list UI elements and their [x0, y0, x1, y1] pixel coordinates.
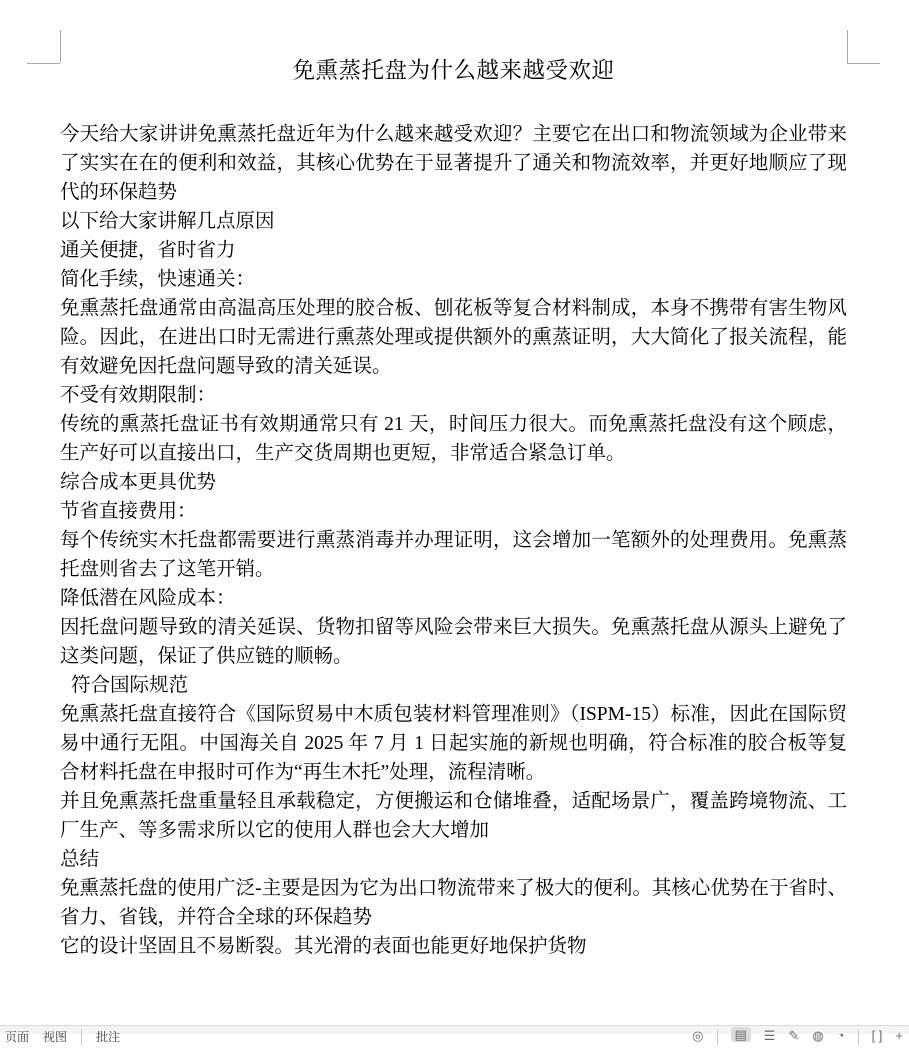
paragraph[interactable]: 它的设计坚固且不易断裂。其光滑的表面也能更好地保护货物 — [60, 936, 587, 957]
reader-mode-icon[interactable]: ◔ — [836, 1028, 845, 1043]
paragraph[interactable]: 并且免熏蒸托盘重量轻且承载稳定，方便搬运和仓储堆叠，适配场景广，覆盖跨境物流、工厂生产、等多需求所以它的使用人群也会大大增加 — [60, 791, 847, 841]
status-bar-right — [692, 1028, 906, 1045]
paragraph[interactable]: 符合国际规范 — [71, 675, 189, 696]
paragraph[interactable]: 通关便捷，省时省力 — [60, 240, 236, 261]
paragraph[interactable]: 总结 — [60, 849, 100, 870]
paragraph[interactable]: 简化手续，快速通关： — [60, 269, 256, 290]
outline-view-icon[interactable]: ☰ — [763, 1028, 776, 1043]
edit-pen-icon[interactable]: ✎ — [788, 1028, 800, 1043]
paragraph[interactable]: 免熏蒸托盘的使用广泛-主要是因为它为出口物流带来了极大的便利。其核心优势在于省时、省力、省钱，并符合全球的环保趋势 — [60, 878, 847, 928]
document-title[interactable]: 免熏蒸托盘为什么越来越受欢迎 — [292, 58, 615, 83]
status-bar-label[interactable]: 批注 — [96, 1030, 121, 1044]
paragraph[interactable]: 以下给大家讲解几点原因 — [60, 211, 275, 232]
paragraph[interactable]: 节省直接费用： — [60, 501, 197, 522]
status-bar — [0, 1025, 909, 1044]
crop-mark-top-right — [847, 63, 880, 64]
status-bar-label[interactable]: 页面 — [5, 1030, 30, 1044]
document-body[interactable] — [60, 120, 847, 961]
paragraph[interactable]: 今天给大家讲讲免熏蒸托盘近年为什么越来越受欢迎？主要它在出口和物流领域为企业带来了实实在在的便利和效益，其核心优势在于显著提升了通关和物流效率，并更好地顺应了现代的环保趋势 — [60, 124, 847, 203]
zoom-in-icon[interactable]: + — [895, 1028, 903, 1043]
crop-mark-top-left — [27, 63, 60, 64]
crop-mark-top-right — [847, 30, 848, 63]
paragraph[interactable]: 免熏蒸托盘通常由高温高压处理的胶合板、刨花板等复合材料制成，本身不携带有害生物风险。因此，在进出口时无需进行熏蒸处理或提供额外的熏蒸证明，大大简化了报关流程，能有效避免因托盘问题导致的清关延误。 — [60, 298, 847, 377]
paragraph[interactable]: 因托盘问题导致的清关延误、货物扣留等风险会带来巨大损失。免熏蒸托盘从源头上避免了这类问题，保证了供应链的顺畅。 — [60, 617, 847, 667]
fullscreen-brackets-icon[interactable]: [ ] — [871, 1028, 883, 1043]
status-bar-divider — [858, 1029, 859, 1045]
status-bar-divider — [717, 1029, 718, 1045]
web-layout-icon[interactable]: ◍ — [812, 1028, 824, 1043]
focus-circle-icon[interactable]: ◎ — [692, 1028, 704, 1043]
status-bar-left — [3, 1028, 120, 1045]
paragraph[interactable]: 不受有效期限制： — [60, 385, 217, 406]
status-bar-label[interactable]: 视图 — [43, 1030, 68, 1044]
paragraph[interactable]: 每个传统实木托盘都需要进行熏蒸消毒并办理证明，这会增加一笔额外的处理费用。免熏蒸托盘则省去了这笔开销。 — [60, 530, 847, 580]
paragraph[interactable]: 综合成本更具优势 — [60, 472, 217, 493]
document-text-area[interactable] — [60, 0, 847, 961]
paragraph[interactable]: 免熏蒸托盘直接符合《国际贸易中木质包装材料管理准则》（ISPM-15）标准，因此在国际贸易中通行无阻。中国海关自 2025 年 7 月 1 日起实施的新规也明确，符合标准的胶合板等复合材料托盘在申报时可作为“再生木托”处理，流程清晰。 — [60, 704, 847, 783]
status-bar-divider — [81, 1029, 82, 1045]
paragraph[interactable]: 传统的熏蒸托盘证书有效期通常只有 21 天，时间压力很大。而免熏蒸托盘没有这个顾虑，生产好可以直接出口，生产交货周期也更短，非常适合紧急订单。 — [60, 414, 847, 464]
paragraph[interactable]: 降低潜在风险成本： — [60, 588, 236, 609]
page-view-icon[interactable]: ▤ — [731, 1027, 751, 1042]
